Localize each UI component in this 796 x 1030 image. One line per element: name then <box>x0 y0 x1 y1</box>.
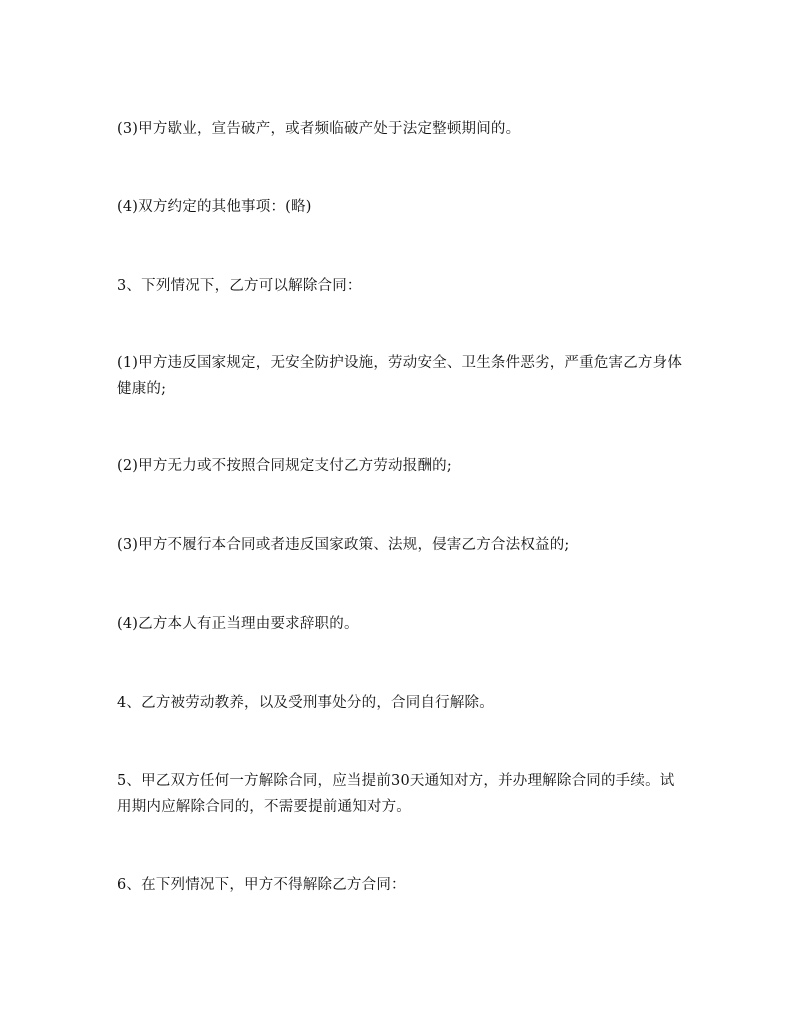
paragraph-automatic-termination: 4、乙方被劳动教养，以及受刑事处分的，合同自行解除。 <box>117 695 494 711</box>
paragraph-other-matters: (4)双方约定的其他事项：(略) <box>117 199 312 215</box>
paragraph-notice-period: 5、甲乙双方任何一方解除合同，应当提前30天通知对方，并办理解除合同的手续。试用期内应解除合同的，不需要提前通知对方。 <box>117 773 675 815</box>
paragraph-contract-breach: (3)甲方不履行本合同或者违反国家政策、法规，侵害乙方合法权益的; <box>117 537 570 553</box>
paragraph-payment-failure: (2)甲方无力或不按照合同规定支付乙方劳动报酬的; <box>117 458 452 474</box>
paragraph-no-termination-heading: 6、在下列情况下，甲方不得解除乙方合同： <box>117 877 406 893</box>
paragraph-resignation: (4)乙方本人有正当理由要求辞职的。 <box>117 616 359 632</box>
paragraph-bankruptcy-clause: (3)甲方歇业，宣告破产，或者频临破产处于法定整顿期间的。 <box>117 121 521 137</box>
paragraph-party-b-termination-heading: 3、下列情况下，乙方可以解除合同： <box>117 278 362 294</box>
paragraph-safety-violation: (1)甲方违反国家规定，无安全防护设施，劳动安全、卫生条件恶劣，严重危害乙方身体健康的; <box>117 355 683 397</box>
